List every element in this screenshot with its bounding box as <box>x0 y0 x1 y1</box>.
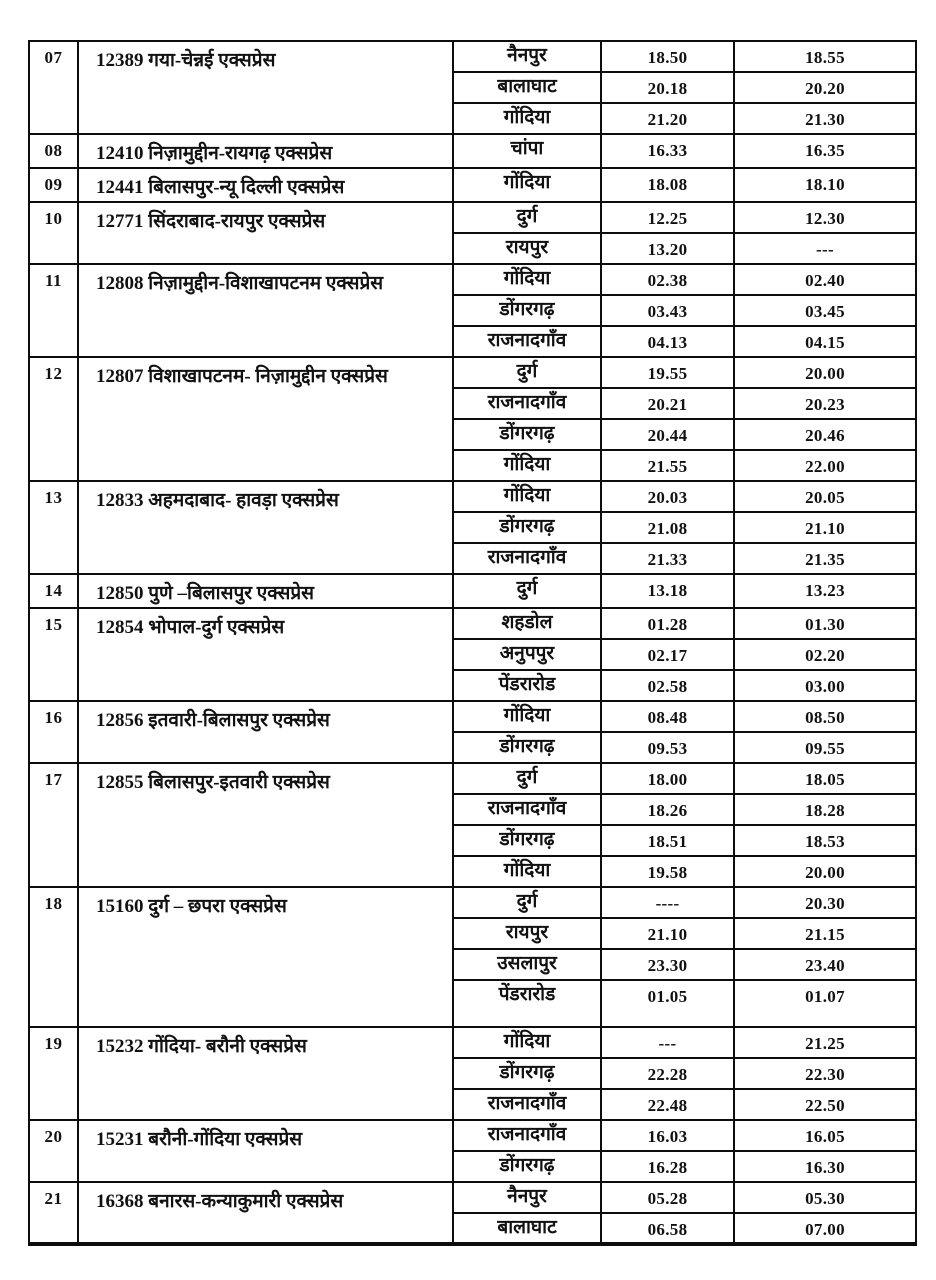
arrival-time: 23.30 <box>601 949 734 980</box>
train-name: 15160 दुर्ग – छपरा एक्सप्रेस <box>78 887 453 1027</box>
departure-time: 12.30 <box>734 202 916 233</box>
departure-time: --- <box>734 233 916 264</box>
departure-time: 01.07 <box>734 980 916 1027</box>
departure-time: 20.00 <box>734 357 916 388</box>
train-schedule-body <box>29 41 916 1244</box>
departure-time: 21.25 <box>734 1027 916 1058</box>
arrival-time: --- <box>601 1027 734 1058</box>
departure-time: 03.00 <box>734 670 916 701</box>
arrival-time: 20.18 <box>601 72 734 103</box>
serial-number: 11 <box>29 264 78 357</box>
station-name: रायपुर <box>453 233 601 264</box>
train-name: 12856 इतवारी-बिलासपुर एक्सप्रेस <box>78 701 453 763</box>
departure-time: 20.00 <box>734 856 916 887</box>
departure-time: 16.05 <box>734 1120 916 1151</box>
station-row <box>29 701 916 732</box>
departure-time: 18.05 <box>734 763 916 794</box>
arrival-time: 22.28 <box>601 1058 734 1089</box>
serial-number: 12 <box>29 357 78 481</box>
train-name: 12833 अहमदाबाद- हावड़ा एक्सप्रेस <box>78 481 453 574</box>
arrival-time: 02.17 <box>601 639 734 670</box>
arrival-time: 03.43 <box>601 295 734 326</box>
station-name: डोंगरगढ़ <box>453 512 601 543</box>
serial-number: 18 <box>29 887 78 1027</box>
departure-time: 05.30 <box>734 1182 916 1213</box>
station-name: दुर्ग <box>453 357 601 388</box>
station-name: डोंगरगढ़ <box>453 295 601 326</box>
train-name: 16368 बनारस-कन्याकुमारी एक्सप्रेस <box>78 1182 453 1244</box>
arrival-time: 08.48 <box>601 701 734 732</box>
station-name: बालाघाट <box>453 72 601 103</box>
serial-number: 21 <box>29 1182 78 1244</box>
station-name: शहडोल <box>453 608 601 639</box>
departure-time: 20.46 <box>734 419 916 450</box>
station-name: गोंदिया <box>453 1027 601 1058</box>
serial-number: 14 <box>29 574 78 608</box>
arrival-time: 09.53 <box>601 732 734 763</box>
arrival-time: 12.25 <box>601 202 734 233</box>
station-row <box>29 1182 916 1213</box>
station-name: राजनादगाँव <box>453 1120 601 1151</box>
departure-time: 07.00 <box>734 1213 916 1244</box>
departure-time: 20.23 <box>734 388 916 419</box>
arrival-time: 13.18 <box>601 574 734 608</box>
station-name: गोंदिया <box>453 103 601 134</box>
arrival-time: 06.58 <box>601 1213 734 1244</box>
station-name: गोंदिया <box>453 450 601 481</box>
arrival-time: 18.50 <box>601 41 734 72</box>
train-name: 12771 सिंदराबाद-रायपुर एक्सप्रेस <box>78 202 453 264</box>
arrival-time: 20.03 <box>601 481 734 512</box>
train-name: 12808 निज़ामुद्दीन-विशाखापटनम एक्सप्रेस <box>78 264 453 357</box>
station-row <box>29 481 916 512</box>
departure-time: 18.53 <box>734 825 916 856</box>
departure-time: 20.30 <box>734 887 916 918</box>
arrival-time: 18.00 <box>601 763 734 794</box>
station-name: पेंडरारोड <box>453 980 601 1027</box>
serial-number: 08 <box>29 134 78 168</box>
station-name: राजनादगाँव <box>453 543 601 574</box>
train-name: 12389 गया-चेन्नई एक्सप्रेस <box>78 41 453 134</box>
train-name: 12807 विशाखापटनम- निज़ामुद्दीन एक्सप्रेस <box>78 357 453 481</box>
station-row <box>29 168 916 202</box>
arrival-time: 21.33 <box>601 543 734 574</box>
station-name: गोंदिया <box>453 168 601 202</box>
departure-time: 21.30 <box>734 103 916 134</box>
arrival-time: 01.05 <box>601 980 734 1027</box>
station-name: नैनपुर <box>453 1182 601 1213</box>
arrival-time: 21.55 <box>601 450 734 481</box>
departure-time: 18.28 <box>734 794 916 825</box>
station-row <box>29 202 916 233</box>
station-row <box>29 264 916 295</box>
train-name: 15231 बरौनी-गोंदिया एक्सप्रेस <box>78 1120 453 1182</box>
arrival-time: 01.28 <box>601 608 734 639</box>
station-name: गोंदिया <box>453 701 601 732</box>
station-row <box>29 574 916 608</box>
train-name: 12850 पुणे –बिलासपुर एक्सप्रेस <box>78 574 453 608</box>
station-name: डोंगरगढ़ <box>453 1151 601 1182</box>
departure-time: 02.20 <box>734 639 916 670</box>
departure-time: 09.55 <box>734 732 916 763</box>
arrival-time: 22.48 <box>601 1089 734 1120</box>
arrival-time: 16.28 <box>601 1151 734 1182</box>
arrival-time: 19.55 <box>601 357 734 388</box>
departure-time: 20.20 <box>734 72 916 103</box>
departure-time: 08.50 <box>734 701 916 732</box>
station-name: रायपुर <box>453 918 601 949</box>
departure-time: 18.10 <box>734 168 916 202</box>
station-row <box>29 134 916 168</box>
station-name: राजनादगाँव <box>453 388 601 419</box>
station-row <box>29 763 916 794</box>
arrival-time: 02.38 <box>601 264 734 295</box>
train-name: 12410 निज़ामुद्दीन-रायगढ़ एक्सप्रेस <box>78 134 453 168</box>
station-name: दुर्ग <box>453 763 601 794</box>
arrival-time: 04.13 <box>601 326 734 357</box>
station-name: अनुपपुर <box>453 639 601 670</box>
station-name: दुर्ग <box>453 202 601 233</box>
serial-number: 20 <box>29 1120 78 1182</box>
departure-time: 18.55 <box>734 41 916 72</box>
departure-time: 16.35 <box>734 134 916 168</box>
station-row <box>29 41 916 72</box>
departure-time: 22.00 <box>734 450 916 481</box>
departure-time: 21.15 <box>734 918 916 949</box>
departure-time: 13.23 <box>734 574 916 608</box>
arrival-time: 21.10 <box>601 918 734 949</box>
train-name: 12854 भोपाल-दुर्ग एक्सप्रेस <box>78 608 453 701</box>
train-schedule-table <box>28 40 917 1246</box>
arrival-time: 05.28 <box>601 1182 734 1213</box>
station-name: नैनपुर <box>453 41 601 72</box>
departure-time: 02.40 <box>734 264 916 295</box>
arrival-time: 16.33 <box>601 134 734 168</box>
train-name: 15232 गोंदिया- बरौनी एक्सप्रेस <box>78 1027 453 1120</box>
station-name: राजनादगाँव <box>453 1089 601 1120</box>
serial-number: 15 <box>29 608 78 701</box>
serial-number: 17 <box>29 763 78 887</box>
serial-number: 16 <box>29 701 78 763</box>
station-row <box>29 1027 916 1058</box>
station-name: डोंगरगढ़ <box>453 419 601 450</box>
departure-time: 21.35 <box>734 543 916 574</box>
station-name: पेंडरारोड <box>453 670 601 701</box>
station-name: गोंदिया <box>453 481 601 512</box>
station-row <box>29 1120 916 1151</box>
arrival-time: 18.08 <box>601 168 734 202</box>
train-name: 12855 बिलासपुर-इतवारी एक्सप्रेस <box>78 763 453 887</box>
arrival-time: 13.20 <box>601 233 734 264</box>
arrival-time: 20.21 <box>601 388 734 419</box>
station-name: राजनादगाँव <box>453 326 601 357</box>
station-name: उसलापुर <box>453 949 601 980</box>
departure-time: 01.30 <box>734 608 916 639</box>
station-name: डोंगरगढ़ <box>453 732 601 763</box>
arrival-time: 20.44 <box>601 419 734 450</box>
departure-time: 23.40 <box>734 949 916 980</box>
station-row <box>29 887 916 918</box>
serial-number: 13 <box>29 481 78 574</box>
arrival-time: 18.51 <box>601 825 734 856</box>
station-name: चांपा <box>453 134 601 168</box>
station-name: डोंगरगढ़ <box>453 825 601 856</box>
station-name: दुर्ग <box>453 887 601 918</box>
departure-time: 16.30 <box>734 1151 916 1182</box>
station-name: बालाघाट <box>453 1213 601 1244</box>
serial-number: 10 <box>29 202 78 264</box>
departure-time: 22.50 <box>734 1089 916 1120</box>
arrival-time: 21.08 <box>601 512 734 543</box>
station-name: राजनादगाँव <box>453 794 601 825</box>
arrival-time: 16.03 <box>601 1120 734 1151</box>
station-name: गोंदिया <box>453 856 601 887</box>
serial-number: 09 <box>29 168 78 202</box>
serial-number: 07 <box>29 41 78 134</box>
station-row <box>29 608 916 639</box>
arrival-time: 02.58 <box>601 670 734 701</box>
departure-time: 22.30 <box>734 1058 916 1089</box>
arrival-time: ---- <box>601 887 734 918</box>
departure-time: 04.15 <box>734 326 916 357</box>
departure-time: 03.45 <box>734 295 916 326</box>
arrival-time: 21.20 <box>601 103 734 134</box>
departure-time: 20.05 <box>734 481 916 512</box>
station-name: दुर्ग <box>453 574 601 608</box>
station-row <box>29 357 916 388</box>
station-name: गोंदिया <box>453 264 601 295</box>
train-name: 12441 बिलासपुर-न्यू दिल्ली एक्सप्रेस <box>78 168 453 202</box>
station-name: डोंगरगढ़ <box>453 1058 601 1089</box>
departure-time: 21.10 <box>734 512 916 543</box>
arrival-time: 19.58 <box>601 856 734 887</box>
serial-number: 19 <box>29 1027 78 1120</box>
arrival-time: 18.26 <box>601 794 734 825</box>
